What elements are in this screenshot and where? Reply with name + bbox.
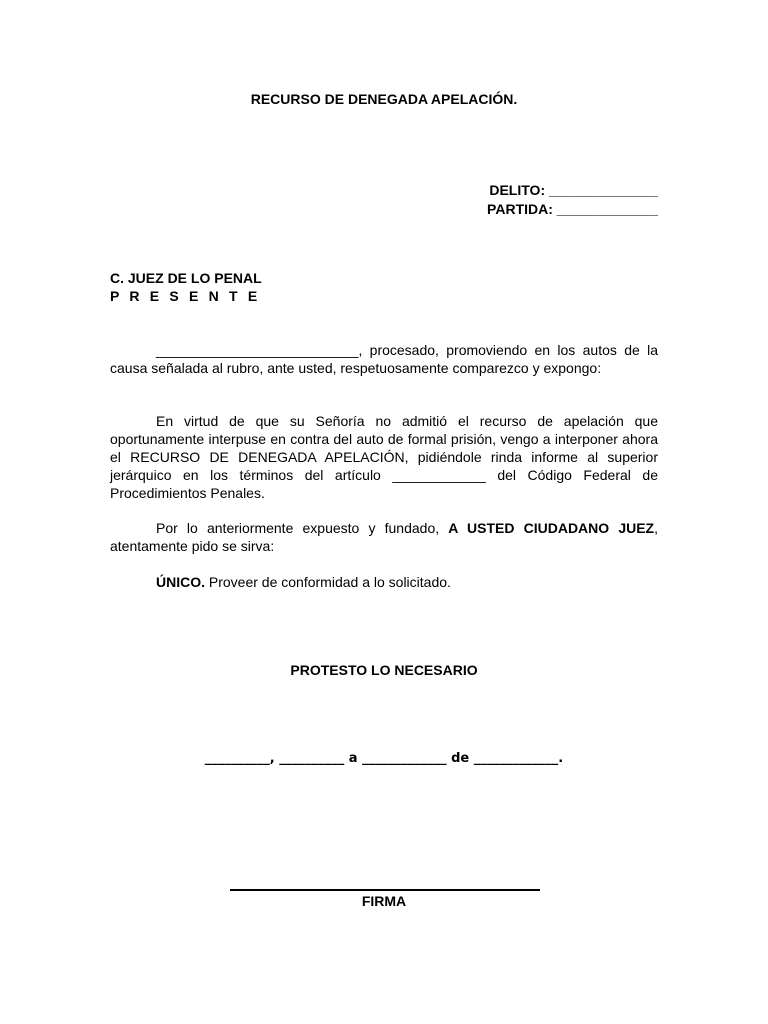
signature-line xyxy=(230,889,540,891)
request-text-after: , atentamente pido se sirva: xyxy=(110,520,658,554)
unico-text: Proveer de conformidad a lo solicitado. xyxy=(205,574,451,590)
document-title: RECURSO DE DENEGADA APELACIÓN. xyxy=(250,91,518,107)
paragraph-intro: __________________________, procesado, promoviendo en los autos de la causa señalada al rubro, ante usted, respetuosamente comparezco y expongo: xyxy=(110,342,658,376)
request-text-before: Por lo anteriormente expuesto y fundado, xyxy=(156,520,449,536)
paragraph-request xyxy=(110,519,658,555)
date-line: __________, __________ a _____________ de _____________. xyxy=(204,751,564,766)
closing-protest: PROTESTO LO NECESARIO xyxy=(290,662,478,678)
addressee-presente: P R E S E N T E xyxy=(110,288,261,304)
signature-label: FIRMA xyxy=(361,893,407,909)
paragraph-petition: En virtud de que su Señoría no admitió el recurso de apelación que oportunamente interpuse en contra del auto de formal prisión, vengo a interponer ahora el RECURSO DE DENEGADA APELACIÓN, pidiéndole rinda informe al superior jerárquico en los términos del artículo ____________ del Código Federal de Procedimientos Penales. xyxy=(110,413,658,501)
delito-field: DELITO: ______________ xyxy=(489,182,658,198)
addressee-judge: C. JUEZ DE LO PENAL xyxy=(110,270,262,286)
addressee-block xyxy=(110,269,262,305)
unico-label: ÚNICO. xyxy=(156,574,205,590)
case-reference-block xyxy=(487,181,658,219)
partida-field: PARTIDA: _____________ xyxy=(487,201,658,217)
paragraph-unico xyxy=(110,573,658,591)
request-addressee-bold: A USTED CIUDADANO JUEZ xyxy=(448,520,655,536)
